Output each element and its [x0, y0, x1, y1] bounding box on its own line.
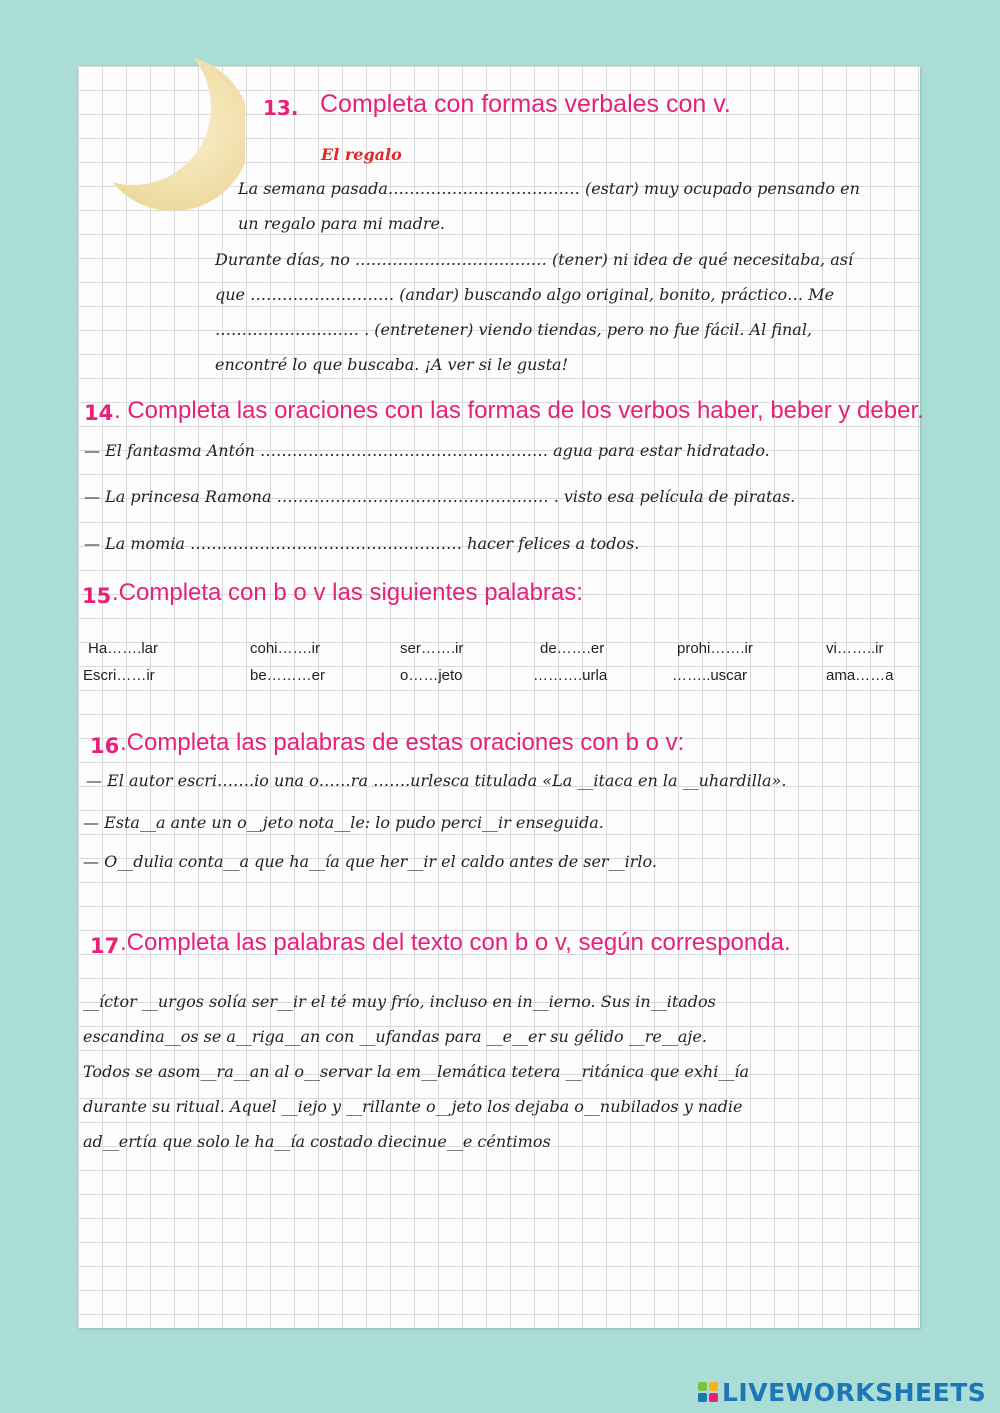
word-item: ……….urla: [533, 667, 608, 684]
ex13-line-6: encontré lo que buscaba. ¡A ver si le gusta!: [215, 355, 569, 374]
ex17-line-3: Todos se asom__ra__an al o__servar la em__lemática tetera __ritánica que exhi__ía: [83, 1062, 749, 1081]
ex13-line-4: que ……………………… (andar) buscando algo original, bonito, práctico… Me: [215, 285, 835, 304]
exercise-14-title: . Completa las oraciones con las formas de los verbos haber, beber y deber.: [114, 397, 924, 424]
word-item: ama……a: [826, 667, 894, 684]
exercise-16-title: .Completa las palabras de estas oraciones con b o v:: [120, 729, 685, 756]
word-item: de…….er: [540, 640, 605, 657]
exercise-17-title: .Completa las palabras del texto con b o v, según corresponda.: [120, 929, 791, 956]
exercise-15-number: 15: [82, 584, 112, 608]
word-item: Ha…….lar: [88, 640, 159, 657]
ex16-line-2: — Esta__a ante un o__jeto nota__le: lo pudo perci__ir enseguida.: [83, 813, 604, 832]
word-item: prohi…….ir: [677, 640, 753, 657]
ex17-line-5: ad__ertía que solo le ha__ía costado diecinue__e céntimos: [83, 1132, 551, 1151]
word-item: be………er: [250, 667, 326, 684]
logo-text: LIVEWORKSHEETS: [722, 1377, 987, 1407]
exercise-14-number: 14: [84, 401, 114, 425]
exercise-13-number: 13.: [263, 96, 299, 120]
ex13-line-5: ……………………… . (entretener) viendo tiendas, pero no fue fácil. Al final,: [215, 320, 813, 339]
ex16-line-1: — El autor escri…….io una o……ra …….urlesca titulada «La __itaca en la __uhardilla».: [86, 771, 787, 790]
ex17-line-4: durante su ritual. Aquel __iejo y __rillante o__jeto los dejaba o__nubilados y nadie: [83, 1097, 743, 1116]
logo-mark-icon: [698, 1382, 718, 1402]
ex16-line-3: — O__dulia conta__a que ha__ía que her__ir el caldo antes de ser__irlo.: [83, 852, 657, 871]
ex14-line-1: — El fantasma Antón ……………………………………………… agua para estar hidratado.: [84, 441, 770, 460]
ex13-line-3: Durante días, no ……………………………… (tener) ni idea de qué necesitaba, así: [215, 250, 854, 269]
word-item: Escri……ir: [83, 667, 155, 684]
ex13-line-1: La semana pasada……………………………… (estar) muy ocupado pensando en: [238, 179, 860, 198]
liveworksheets-logo: [698, 1378, 986, 1406]
crescent-moon-icon: [55, 55, 245, 225]
exercise-17-number: 17: [90, 934, 120, 958]
ex14-line-2: — La princesa Ramona …………………………………………… . visto esa película de piratas.: [84, 487, 796, 506]
ex17-line-1: __íctor __urgos solía ser__ir el té muy frío, incluso en in__ierno. Sus in__itados: [83, 992, 716, 1011]
ex17-line-2: escandina__os se a__riga__an con __ufandas para __e__er su gélido __re__aje.: [83, 1027, 707, 1046]
ex13-line-2: un regalo para mi madre.: [238, 214, 446, 233]
exercise-16-number: 16: [90, 734, 120, 758]
exercise-13-title: Completa con formas verbales con v.: [320, 90, 731, 118]
word-item: cohi…….ir: [250, 640, 321, 657]
ex14-line-3: — La momia …………………………………………… hacer felices a todos.: [84, 534, 640, 553]
word-item: o……jeto: [400, 667, 463, 684]
exercise-15-title: .Completa con b o v las siguientes palabras:: [112, 579, 583, 606]
word-item: vi……..ir: [826, 640, 884, 657]
story-title: El regalo: [321, 145, 402, 164]
word-item: ……..uscar: [672, 667, 748, 684]
word-item: ser…….ir: [400, 640, 464, 657]
